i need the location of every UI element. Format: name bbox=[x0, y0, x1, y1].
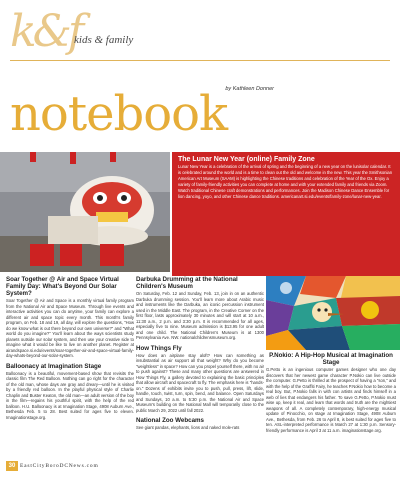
zoo-webcams-body: See giant pandas, elephants, lions and naked mole-rats bbox=[136, 425, 240, 430]
darbuka-heading: Darbuka Drumming at the National Children's Museum bbox=[136, 276, 238, 290]
publication-name: EastCityBoroDCNews.com bbox=[20, 463, 99, 469]
how-things-fly-body: How does an airplane stay aloft? How can something as insubstantial as air support all that weight? Why do you become "weightless" in space? How can you propel yourself there, with no air to push against? These and many other questions are answered in How Things Fly, a gallery devoted to explaining the basic principles that allow aircraft and spacecraft to fly. The emphasis here is "hands-on." Dozens of exhibits invite you to push, pull, press, lift, slide, handle, touch, twist, turn, spin, bend, and balance. Open Saturdays and Sundays, 10 a.m. to 5:30 p.m. the National Air and Space Museum's building on the National Mall will temporarily close to the public March 29, 2022 until fall 2022. bbox=[136, 352, 264, 413]
balloonacy-heading: Balloonacy at Imagination Stage bbox=[6, 362, 102, 370]
top-rule bbox=[10, 60, 390, 61]
page-number: 30 bbox=[6, 461, 18, 471]
soar-together-heading: Soar Together @ Air and Space Virtual Family Day: What's Beyond Our Solar System? bbox=[6, 276, 119, 297]
section-label: kids & family bbox=[74, 34, 134, 46]
balloonacy-body: Balloonacy is a beautiful, movement-based show that revisits the classic film The Red Balloon. Nothing can go right for the character of the old man, whose days are gray and dreary—until he is visited by a friendly red balloon. In the playful physical style of Charlie Chaplin and Buster Keaton, the old man—an adult version of the boy in the film—regains his youthful spirit, with the help of the red balloon. H.U. Balloonacy is at Imagination Stage, 4908 Auburn Ave., Bethesda Feb. 5 to 28. Best suited for ages five to eleven. Imaginationstage.org. bbox=[6, 370, 134, 420]
masthead bbox=[0, 0, 400, 142]
zoo-webcams-heading: National Zoo Webcams bbox=[136, 417, 204, 424]
page-title: notebook bbox=[10, 86, 228, 142]
column-middle bbox=[136, 276, 264, 435]
lion-dance-photo bbox=[0, 152, 170, 272]
kf-logo: k&f bbox=[10, 6, 81, 57]
pnokio-heading: P.Nokio: A Hip-Hop Musical at Imagination Stage bbox=[269, 352, 393, 366]
darbuka-body: On Saturday, Feb. 12 and Sunday, Feb. 13, join in on an authentic Darbuka drumming session. You'll learn more about Arabic music and instruments like the Darbuka, an iconic percussion instrument used in the Middle East. The program, in the Creative Corner on the first floor, lasts approximately 30 minutes and will start at 10 a.m., 11:30 a.m., 2 p.m. and 3:30 p.m. It is recommended for all ages, especially five to nine. Museum admission is $13.95 for one adult and one child. The National Children's Museum is at 1300 Pennsylvania Ave. NW. nationalchildrensmuseum.org. bbox=[136, 291, 264, 340]
column-right bbox=[266, 352, 396, 437]
byline: by Kathleen Donner bbox=[225, 86, 274, 92]
column-left bbox=[6, 276, 134, 424]
how-things-fly-heading: How Things Fly bbox=[136, 344, 182, 352]
lunar-new-year-box bbox=[172, 152, 400, 276]
pnokio-body: G.Petto is an ingenious computer games designer who one day discovers that her newest game character P.Nokio can live outside the computer. G.Petto is thrilled at the prospect of having a "son," and with the help of the Graffiti Fairy, he teaches P.Nokio how to become a real boy. But, P.Nokio falls in with con artists and finds himself in a web of lies that endangers his father. To save G.Petto, P.Nokio must wise up, keep it real, and learn that words and truth are the mightiest weapons of all. A completely contemporary, high-energy musical update of Pinocchio, on stage at Imagination Stage, 4908 Auburn Ave., Bethesda, from Feb. 26 to April 8, is best suited for ages five to ten. ASL-interpreted performance is March 27 at 1:30 p.m. Sensory-friendly performance is April 3 at 11 a.m. imaginationstage.org. bbox=[266, 367, 396, 433]
lunar-heading: The Lunar New Year (online) Family Zone bbox=[178, 156, 315, 163]
lunar-body: Lunar New Year is a celebration of the arrival of spring and the beginning of a new year on the lunisolar calendar. It is celebrated around the world and is a time to clean out the old and welcome in the new. This year the Smithsonian American Art Museum (SAAM) is highlighting the Chinese traditions and celebration of the Year of the Ox. Enjoy a variety of family-friendly activities you can complete at home and with your extended family and friends via Zoom. Watch traditional Chinese craft demonstrations and performances. Join the Madison Chinese Dance Ensemble for lion dancing, yoyo, and other Chinese dance traditions. americanart.si.edu/events/family-zone/lunar-new-year. bbox=[178, 164, 393, 199]
pnokio-painting bbox=[266, 276, 400, 350]
soar-together-body: Soar Together @ Air and Space is a monthly virtual family program from the National Air and Space Museum. Through live events and interactive activities you can do anytime, your family can explore a different air and space topic every month. This month's family program, on Feb. 18 and 19, all day, will explore the questions, "How do we know what is out there beyond our own universe?" and "What world do you imagine?" You'll learn about the ways scientists study planets outside our solar system, and then use your creative side to imagine what it would be like to live on another planet. Register at airandspace.si.edu/events/soar-together-air-and-space-virtual-family-day-whats-beyond-our-solar-system. bbox=[6, 298, 135, 358]
